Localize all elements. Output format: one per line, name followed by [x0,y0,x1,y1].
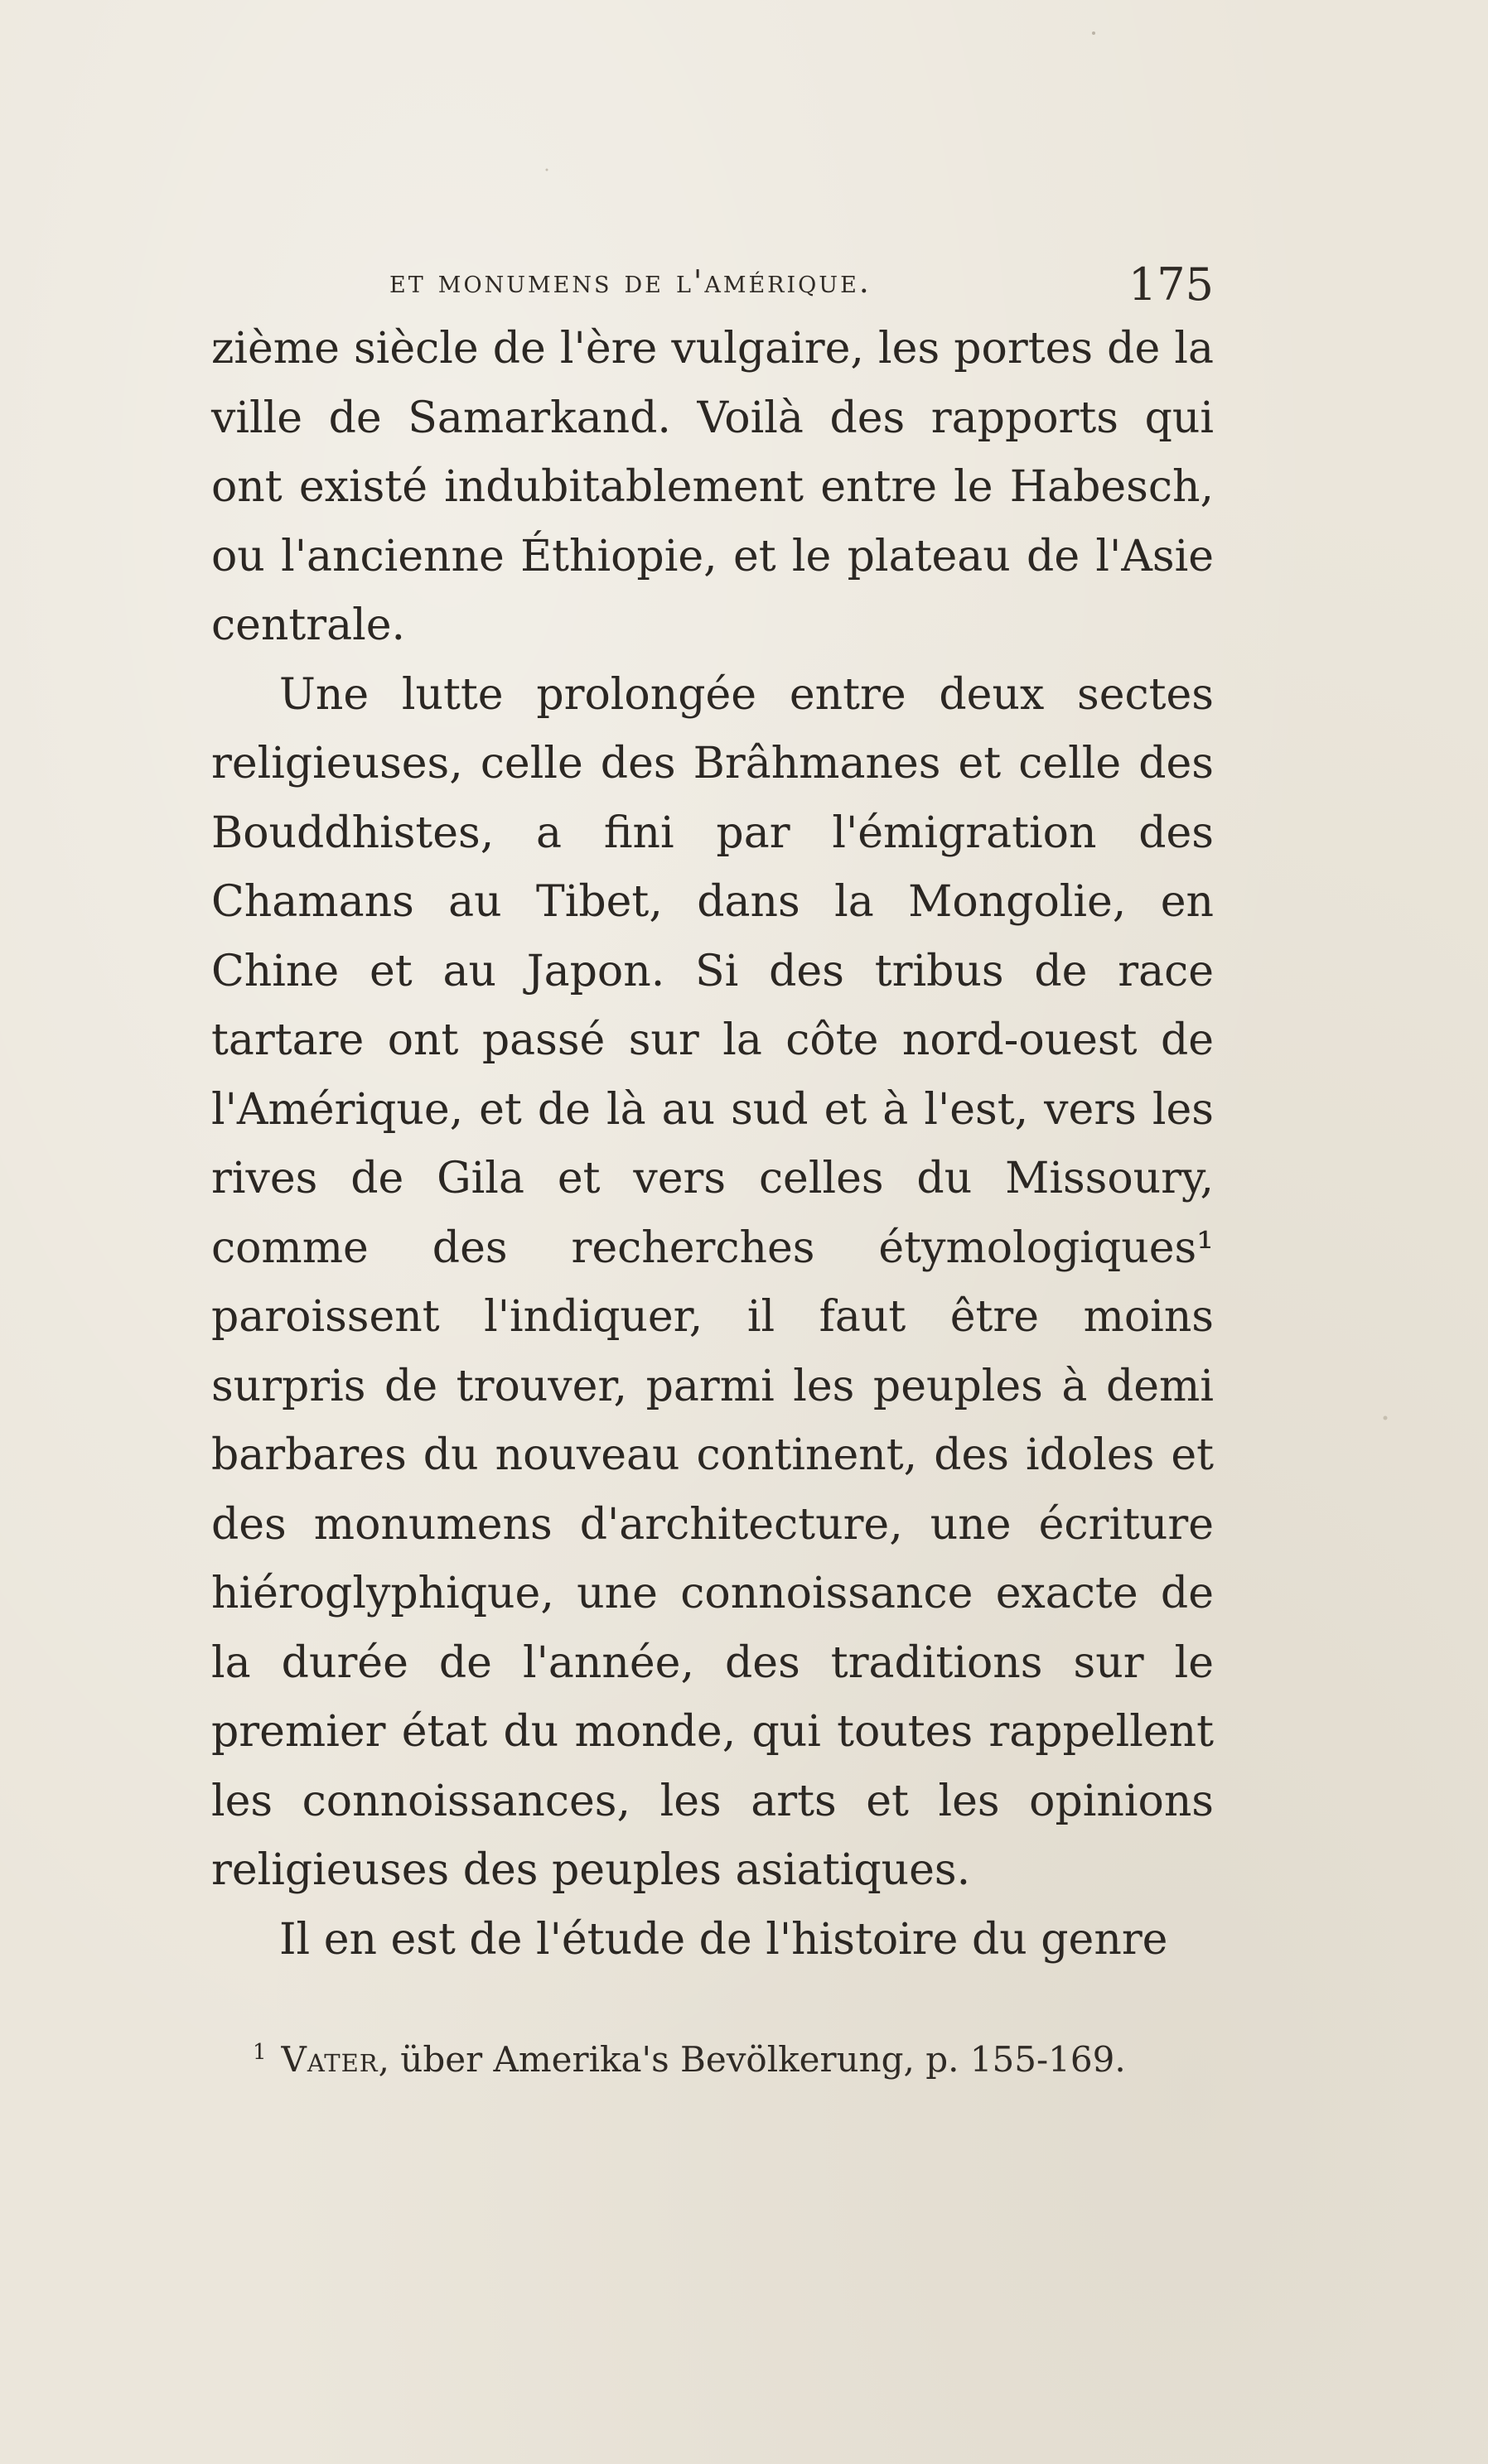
footnote-author: Vater [281,2039,379,2080]
paragraph-continued: zième siècle de l'ère vulgaire, les portes de la ville de Samarkand. Voilà des rapports qui ont existé indubitablement entre le Habesch, ou l'ancienne Éthiopie, et le plateau de l'Asie centrale. [211,324,1214,650]
footnote-marker: 1 [253,2040,267,2065]
page-number: 175 [1128,258,1214,311]
paragraph: Une lutte prolongée entre deux sectes religieuses, celle des Brâhmanes et celle des Bouddhistes, a fini par l'émigration des Chamans au Tibet, dans la Mongolie, en Chine et au Japon. Si des tribus de race tartare ont passé sur la côte nord-ouest de l'Amérique, et de là au sud et à l'est, vers les rives de Gila et vers celles du Missoury, comme des recherches étymologiques¹ paroissent l'indiquer, il faut être moins surpris de trouver, parmi les peuples à demi barbares du nouveau continent, des idoles et des monumens d'architecture, une écriture hiéroglyphique, une connoissance exacte de la durée de l'année, des traditions sur le premier état du monde, qui toutes rappellent les connoissances, les arts et les opinions religieuses des peuples asiatiques. [211,669,1214,1895]
paragraph: Il en est de l'étude de l'histoire du genre [279,1914,1168,1965]
footnote-text: , über Amerika's Bevölkerung, p. 155-169. [378,2039,1126,2080]
running-head: et monumens de l'amérique. [389,263,872,300]
